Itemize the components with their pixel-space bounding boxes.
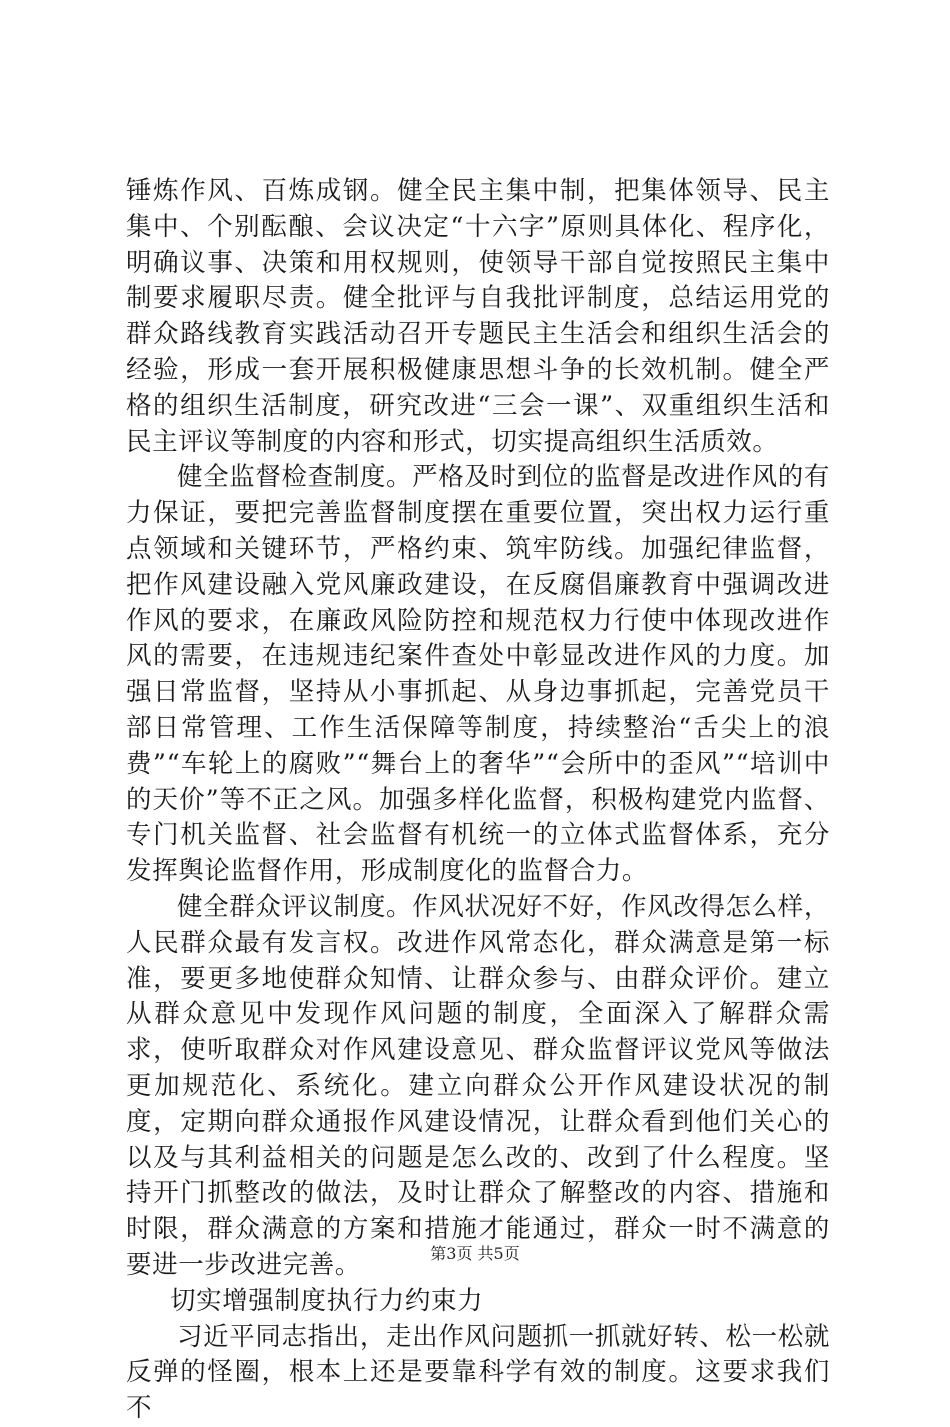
paragraph-public-review: 健全群众评议制度。作风状况好不好，作风改得怎么样，人民群众最有发言权。改进作风常态化，群众满意是第一标准，要更多地使群众知情、让群众参与、由群众评价。建立从群众意见中发现作风问题的制度，全面深入了解群众需求，使听取群众对作风建设意见、群众监督评议党风等做法更加规范化、系统化。建立向群众公开作风建设状况的制度，定期向群众通报作风建设情况，让群众看到他们关心的以及与其利益相关的问题是怎么改的、改到了什么程度。坚持开门抓整改的做法，及时让群众了解整改的内容、措施和时限，群众满意的方案和措施才能通过，群众一时不满意的要进一步改进完善。: [126, 891, 830, 1280]
section-heading: 切实增强制度执行力约束力: [170, 1285, 484, 1316]
page-number-footer: 第3页 共5页: [430, 1244, 520, 1263]
paragraph-supervision: 健全监督检查制度。严格及时到位的监督是改进作风的有力保证，要把完善监督制度摆在重要位置，突出权力运行重点领域和关键环节，严格约束、筑牢防线。加强纪律监督，把作风建设融入党风廉政建设，在反腐倡廉教育中强调改进作风的要求，在廉政风险防控和规范权力行使中体现改进作风的需要，在违规违纪案件查处中彰显改进作风的力度。加强日常监督，坚持从小事抓起、从身边事抓起，完善党员干部日常管理、工作生活保障等制度，持续整治“舌尖上的浪费”“车轮上的腐败”“舞台上的奢华”“会所中的歪风”“培训中的天价”等不正之风。加强多样化监督，积极构建党内监督、专门机关监督、社会监督有机统一的立体式监督体系，充分发挥舆论监督作用，形成制度化的监督合力。: [126, 462, 830, 887]
body-text: [126, 174, 830, 1427]
paragraph-xi-quote: 习近平同志指出，走出作风问题抓一抓就好转、松一松就反弹的怪圈，根本上还是要靠科学有效的制度。这要求我们不: [126, 1321, 830, 1424]
paragraph-continuation: 锤炼作风、百炼成钢。健全民主集中制，把集体领导、民主集中、个别酝酿、会议决定“十六字”原则具体化、程序化，明确议事、决策和用权规则，使领导干部自觉按照民主集中制要求履职尽责。健全批评与自我批评制度，总结运用党的群众路线教育实践活动召开专题民主生活会和组织生活会的经验，形成一套开展积极健康思想斗争的长效机制。健全严格的组织生活制度，研究改进“三会一课”、双重组织生活和民主评议等制度的内容和形式，切实提高组织生活质效。: [126, 176, 830, 457]
